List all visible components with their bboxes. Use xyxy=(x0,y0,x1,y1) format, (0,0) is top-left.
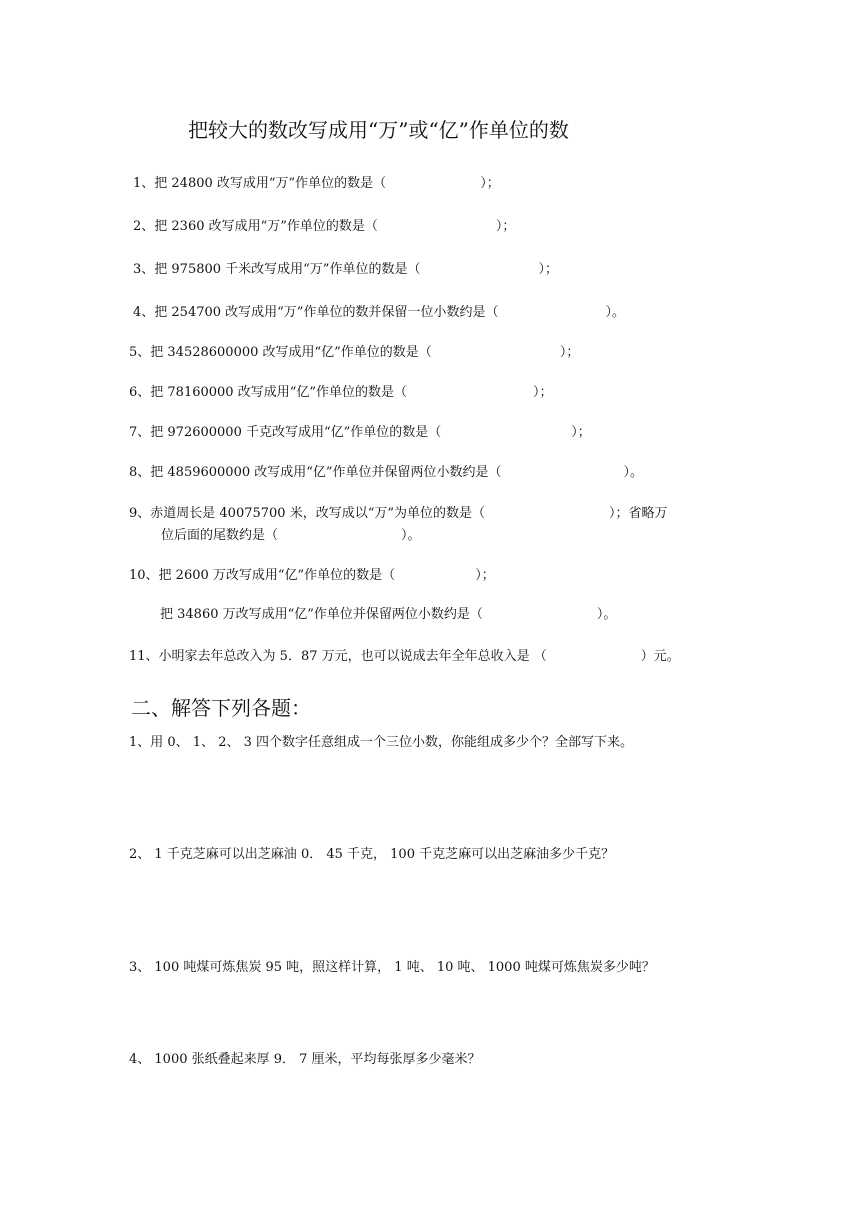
question-text: 1、把 24800 改写成用“万”作单位的数是（ xyxy=(133,176,387,191)
section-heading: 二、解答下列各题： xyxy=(131,696,311,720)
question-10-line-2 xyxy=(160,607,616,623)
question-close: ）； xyxy=(533,385,553,400)
problem-4: 4、 1000 张纸叠起来厚 9． 7 厘米，平均每张厚多少毫米？ xyxy=(129,1052,481,1067)
question-text: 4、把 254700 改写成用“万”作单位的数并保留一位小数约是（ xyxy=(133,305,499,320)
question-close: ）。 xyxy=(623,465,644,480)
question-text: 位后面的尾数约是（ xyxy=(161,528,279,543)
question-close: ）元。 xyxy=(640,649,680,664)
question-2 xyxy=(133,219,515,235)
question-11 xyxy=(129,649,680,665)
question-4 xyxy=(133,305,625,321)
question-text: 3、把 975800 千米改写成用“万”作单位的数是（ xyxy=(133,262,421,277)
question-9-line-2 xyxy=(161,528,421,544)
question-text: 8、把 4859600000 改写成用“亿”作单位并保留两位小数约是（ xyxy=(129,465,502,480)
problem-3: 3、 100 吨煤可炼焦炭 95 吨，照这样计算， 1 吨、 10 吨、 1000 吨煤可炼焦炭多少吨？ xyxy=(129,960,655,975)
question-close: ）； xyxy=(475,568,495,583)
question-7 xyxy=(129,425,591,441)
question-close: ）。 xyxy=(401,528,421,543)
question-10 xyxy=(129,568,495,584)
problem-2: 2、 1 千克芝麻可以出芝麻油 0． 45 千克， 100 千克芝麻可以出芝麻油多少千克？ xyxy=(129,847,615,862)
question-close: ）； xyxy=(538,262,558,277)
page-title: 把较大的数改写成用“万”或“亿”作单位的数 xyxy=(188,118,569,142)
question-3 xyxy=(133,262,558,278)
question-6 xyxy=(129,385,553,401)
question-close: ）； xyxy=(480,176,500,191)
question-close: ）； xyxy=(495,219,516,234)
question-8 xyxy=(129,465,643,481)
problem-1: 1、用 0、 1、 2、 3 四个数字任意组成一个三位小数，你能组成多少个？全部写下来。 xyxy=(129,735,634,750)
question-text: 把 34860 万改写成用“亿”作单位并保留两位小数约是（ xyxy=(160,607,483,622)
question-5 xyxy=(129,345,579,361)
question-text: 10、把 2600 万改写成用“亿”作单位的数是（ xyxy=(129,568,396,583)
question-text: 2、把 2360 改写成用“万”作单位的数是（ xyxy=(133,219,378,234)
question-close: ）。 xyxy=(596,607,617,622)
question-text: 5、把 34528600000 改写成用“亿”作单位的数是（ xyxy=(129,345,432,360)
question-close: ）。 xyxy=(605,305,625,320)
question-close: ）； xyxy=(571,425,591,440)
question-9 xyxy=(129,506,668,522)
question-text: 11、小明家去年总改入为 5．87 万元，也可以说成去年全年总收入是 （ xyxy=(129,649,547,664)
question-text: 9、赤道周长是 40075700 米，改写成以“万”为单位的数是（ xyxy=(129,506,485,521)
question-close: ）； xyxy=(559,345,580,360)
question-close: ）；省略万 xyxy=(609,506,668,521)
question-1 xyxy=(133,176,500,192)
question-text: 7、把 972600000 千克改写成用“亿”作单位的数是（ xyxy=(129,425,442,440)
question-text: 6、把 78160000 改写成用“亿”作单位的数是（ xyxy=(129,385,407,400)
